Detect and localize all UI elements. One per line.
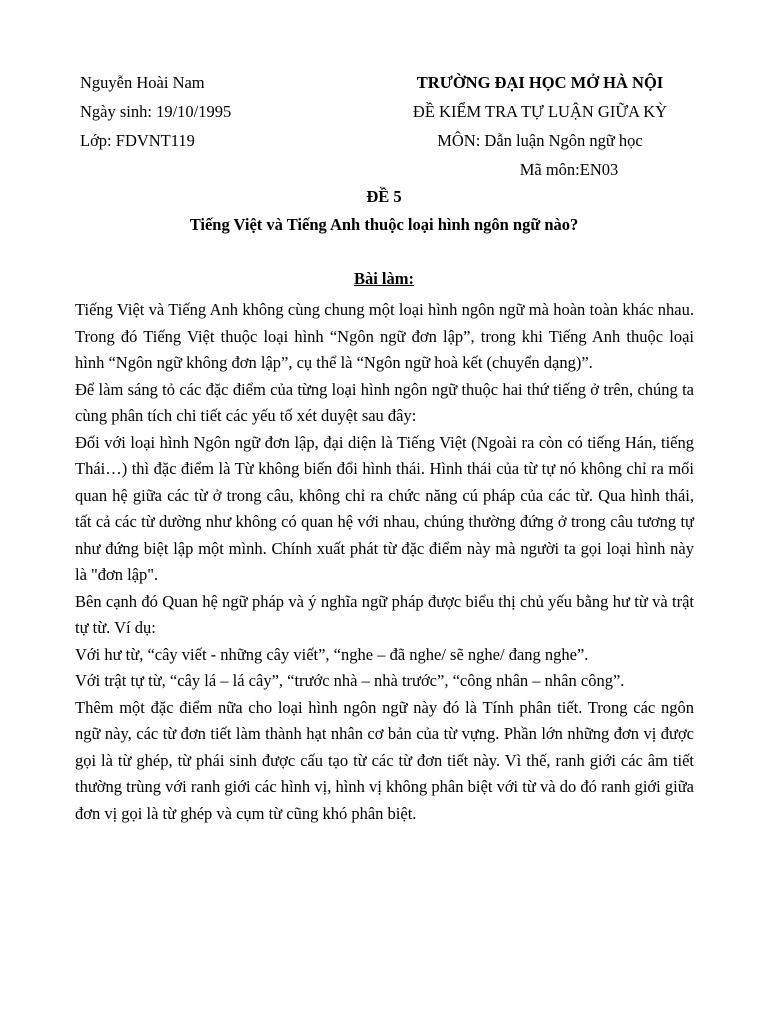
answer-heading (0, 266, 768, 292)
answer-paragraph: Thêm một đặc điểm nữa cho loại hình ngôn ngữ này đó là Tính phân tiết. Trong các ngôn ngữ này, các từ đơn tiết làm thành hạt nhân cơ bản của từ vựng. Phần lớn những đơn vị được gọi là từ ghép, từ phái sinh được cấu tạo từ các từ đơn tiết này. Vì thế, ranh giới các âm tiết thường trùng với ranh giới các hình vị, hình vị không phân biệt với từ và do đó ranh giới giữa đơn vị gọi là từ ghép và cụm từ cũng khó phân biệt. (75, 697, 694, 823)
school-name: TRƯỜNG ĐẠI HỌC MỞ HÀ NỘI (416, 73, 664, 92)
subject-name: MÔN: Dẫn luận Ngôn ngữ học (437, 131, 643, 150)
answer-paragraph: Đối với loại hình Ngôn ngữ đơn lập, đại diện là Tiếng Việt (Ngoài ra còn có tiếng Hán, tiếng Thái…) thì đặc điểm là Từ không biến đổi hình thái. Hình thái của từ tự nó không chỉ ra mối quan hệ giữa các từ ở trong câu, không chỉ ra chức năng cú pháp của các từ. Qua hình thái, tất cả các từ dường như không có quan hệ với nhau, chúng thường đứng ở trong câu tương tự như đứng biệt lập một mình. Chính xuất phát từ đặc điểm này mà người ta gọi loại hình này là "đơn lập". (75, 432, 694, 584)
class-code: Lớp: FDVNT119 (80, 131, 195, 150)
answer-body (75, 297, 694, 827)
exam-number: ĐỀ 5 (366, 187, 402, 206)
student-name: Nguyễn Hoài Nam (80, 73, 205, 92)
answer-paragraph: Với trật tự từ, “cây lá – lá cây”, “trước nhà – nhà trước”, “công nhân – nhân công”. (75, 671, 625, 690)
exam-info (380, 68, 700, 184)
answer-paragraph: Tiếng Việt và Tiếng Anh không cùng chung một loại hình ngôn ngữ mà hoàn toàn khác nhau. Trong đó Tiếng Việt thuộc loại hình “Ngôn ngữ đơn lập”, trong khi Tiếng Anh thuộc loại hình “Ngôn ngữ không đơn lập”, cụ thể là “Ngôn ngữ hoà kết (chuyển dạng)”. (75, 300, 694, 372)
answer-paragraph: Để làm sáng tỏ các đặc điểm của từng loại hình ngôn ngữ thuộc hai thứ tiếng ở trên, chúng ta cùng phân tích chi tiết các yếu tố xét duyệt sau đây: (75, 379, 694, 425)
answer-heading-text: Bài làm: (353, 269, 415, 288)
subject-code: Mã môn:EN03 (519, 160, 619, 179)
exam-title: ĐỀ KIỂM TRA TỰ LUẬN GIỮA KỲ (412, 102, 668, 121)
answer-paragraph: Với hư từ, “cây viết - những cây viết”, “nghe – đã nghe/ sẽ nghe/ đang nghe”. (75, 644, 589, 664)
birth-date: Ngày sinh: 19/10/1995 (80, 102, 232, 121)
exam-question: Tiếng Việt và Tiếng Anh thuộc loại hình ngôn ngữ nào? (189, 215, 579, 234)
answer-paragraph: Bên cạnh đó Quan hệ ngữ pháp và ý nghĩa ngữ pháp được biểu thị chủ yếu bằng hư từ và trật tự từ. Ví dụ: (75, 591, 694, 637)
student-info (80, 68, 231, 155)
